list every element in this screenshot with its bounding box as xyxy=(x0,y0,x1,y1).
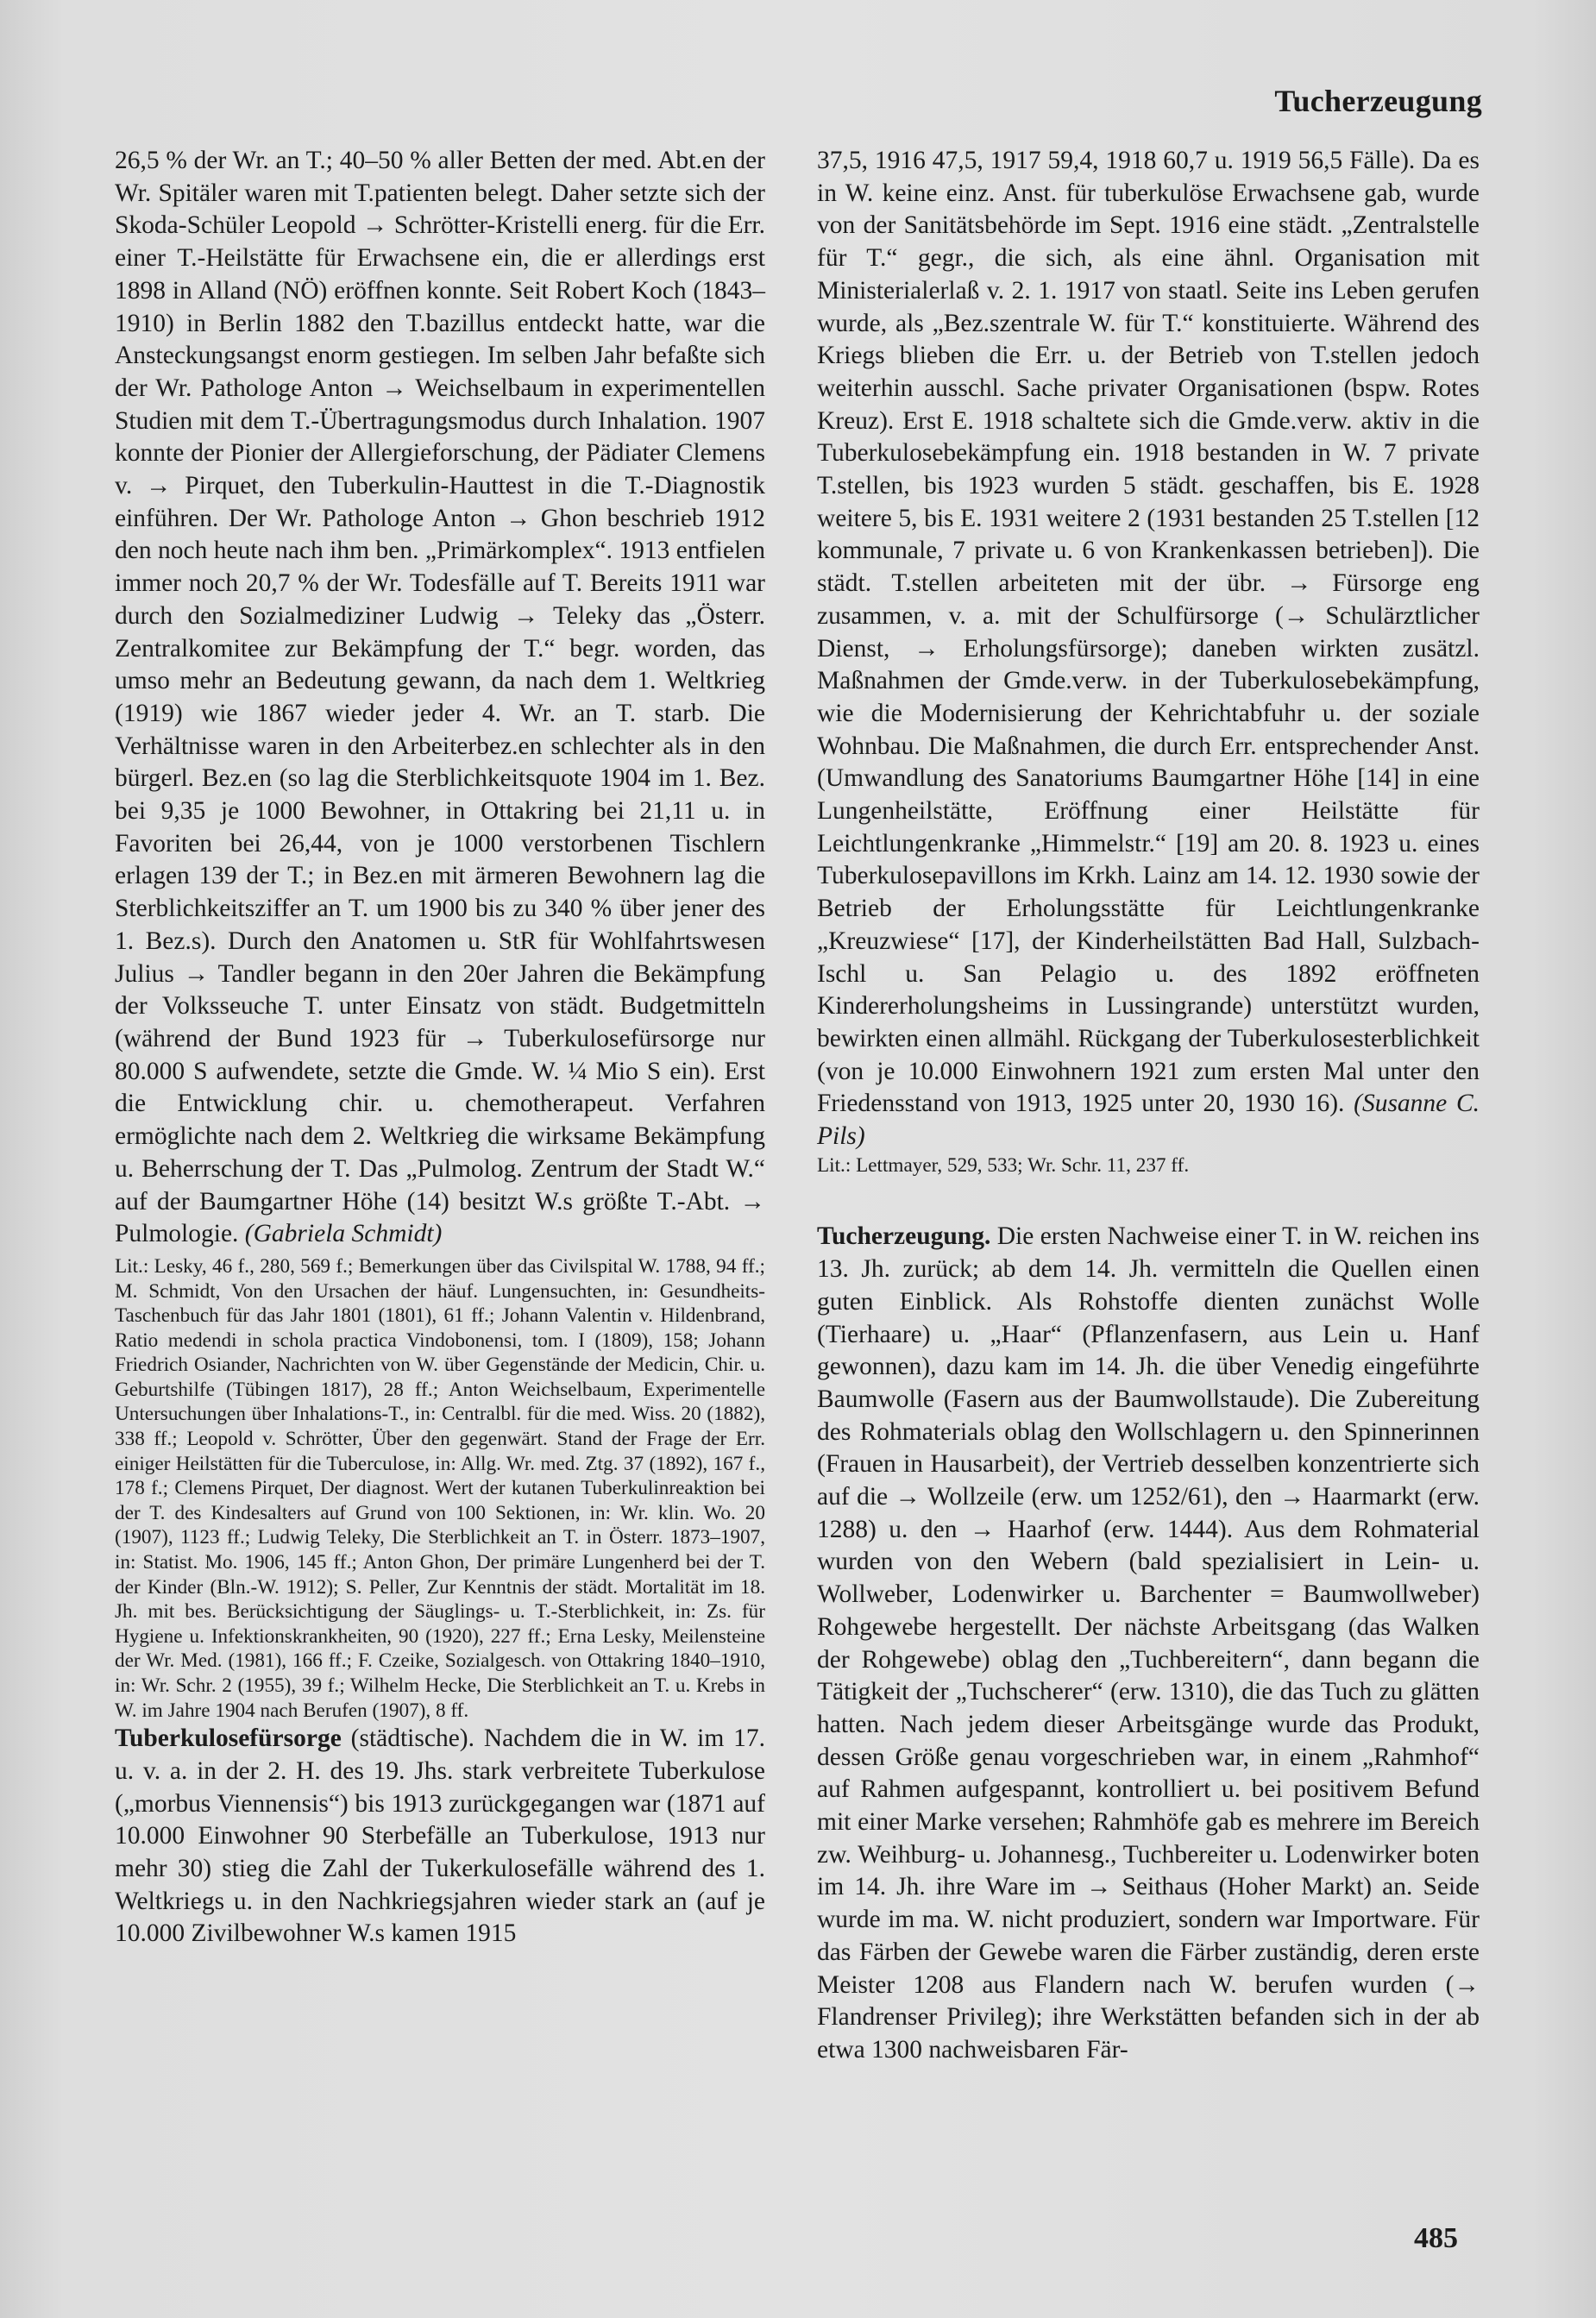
right-column xyxy=(817,145,1480,2067)
running-head: Tucherzeugung xyxy=(1274,84,1482,118)
literature-references: Lit.: Lesky, 46 f., 280, 569 f.; Bemerkungen über das Civilspital W. 1788, 94 ff.; M. Schmidt, Von den Ursachen der häuf. Lungensuchten, in: Gesundheits-Taschenbuch für das Jahr 1801 (1801), 61 ff.; Johann Valentin v. Hildenbrand, Ratio medendi in schola practica Vindobonensi, tom. I (1809), 158; Johann Friedrich Osiander, Nachrichten von W. über Gegenstände der Medicin, Chir. u. Geburtshilfe (Tübingen 1817), 28 ff.; Anton Weichselbaum, Experimentelle Untersuchungen über Inhalations-T., in: Centralbl. für die med. Wiss. 20 (1882), 338 ff.; Leopold v. Schrötter, Über den gegenwärt. Stand der Frage der Err. einiger Heilstätten für die Tuberculose, in: Allg. Wr. med. Ztg. 37 (1892), 167 f., 178 f.; Clemens Pirquet, Der diagnost. Wert der kutanen Tuberkulinreaktion bei der T. des Kindesalters auf Grund von 100 Sektionen, in: Wr. klin. Wo. 20 (1907), 1123 ff.; Ludwig Teleky, Die Sterblichkeit an T. in Österr. 1873–1907, in: Statist. Mo. 1906, 145 ff.; Anton Ghon, Der primäre Lungenherd bei der T. der Kinder (Bln.-W. 1912); S. Peller, Zur Kenntnis der städt. Mortalität im 18. Jh. mit bes. Berücksichtigung der Säuglings- u. T.-Sterblichkeit, in: Zs. für Hygiene u. Infektionskrankheiten, 90 (1920), 227 ff.; Erna Lesky, Meilensteine der Wr. Med. (1981), 166 ff.; F. Czeike, Sozialgesch. von Ottakring 1840–1910, in: Wr. Schr. 2 (1955), 39 f.; Wilhelm Hecke, Die Sterblichkeit an T. u. Krebs in W. im Jahre 1904 nach Berufen (1907), 8 ff. xyxy=(115,1254,765,1722)
entry-text: (städtische). Nachdem die in W. im 17. u. v. a. in der 2. H. des 19. Jhs. stark verbreitete Tuberkulose („morbus Viennensis“) bis 1913 zurückgegangen war (1871 auf 10.000 Einwohner 90 Sterbefälle an Tuberkulose, 1913 nur mehr 30) stieg die Zahl der Tukerkulosefälle während des 1. Weltkriegs u. in den Nachkriegsjahren wieder stark an (auf je 10.000 Zivilbewohner W.s kamen 1915 xyxy=(115,1724,765,1948)
entry-headword: Tuberkulosefürsorge xyxy=(115,1724,342,1753)
author-signature: (Gabriela Schmidt) xyxy=(244,1220,443,1248)
left-column xyxy=(115,145,765,1951)
literature-references: Lit.: Lettmayer, 529, 533; Wr. Schr. 11, 237 ff. xyxy=(817,1153,1190,1177)
entry-text: Die ersten Nachweise einer T. in W. reichen ins 13. Jh. zurück; ab dem 14. Jh. vermitteln die Quellen einen guten Einblick. Als Rohstoffe dienten zunächst Wolle (Tierhaare) u. „Haar“ (Pflanzenfasern, aus Lein u. Hanf gewonnen), dazu kam im 14. Jh. die über Venedig eingeführte Baumwolle (Fasern aus der Baumwollstaude). Die Zubereitung des Rohmaterials oblag den Wollschlagern u. den Spinnerinnen (Frauen in Hausarbeit), der Vertrieb desselben konzentrierte sich auf die → Wollzeile (erw. um 1252/61), den → Haarmarkt (erw. 1288) u. den → Haarhof (erw. 1444). Aus dem Rohmaterial wurden von den Webern (bald spezialisiert in Lein- u. Wollweber, Lodenwirker u. Barchenter = Baumwollweber) Rohgewebe hergestellt. Der nächste Arbeitsgang (das Walken der Rohgewebe) oblag den „Tuchbereitern“, dann begann die Tätigkeit der „Tuchscherer“ (erw. 1310), die das Tuch zu glätten hatten. Nach jedem dieser Arbeitsgänge wurde das Produkt, dessen Größe genau vorgeschrieben war, in einem „Rahmhof“ auf Rahmen aufgespannt, kontrolliert u. bei positivem Befund mit einer Marke versehen; Rahmhöfe gab es mehrere im Bereich zw. Weihburg- u. Johannesg., Tuchbereiter u. Lodenwirker boten im 14. Jh. ihre Ware im → Seithaus (Hoher Markt) an. Seide wurde im ma. W. nicht produziert, sondern war Importware. Für das Färben der Gewebe waren die Färber zuständig, deren erste Meister 1208 aus Flandern nach W. berufen wurden (→ Flandrenser Privileg); ihre Werkstätten befanden sich in der ab etwa 1300 nachweisbaren Fär- xyxy=(817,1222,1480,2064)
entry-tucherzeugung xyxy=(817,1221,1480,2066)
paragraph-text: 26,5 % der Wr. an T.; 40–50 % aller Betten der med. Abt.en der Wr. Spitäler waren mit T.patienten belegt. Daher setzte sich der Skoda-Schüler Leopold → Schrötter-Kristelli energ. für die Err. einer T.-Heilstätte für Erwachsene ein, die er allerdings erst 1898 in Alland (NÖ) eröffnen konnte. Seit Robert Koch (1843–1910) in Berlin 1882 den T.bazillus entdeckt hatte, war die Ansteckungsangst enorm gestiegen. Im selben Jahr befaßte sich der Wr. Pathologe Anton → Weichselbaum in experimentellen Studien mit dem T.-Übertragungsmodus durch Inhalation. 1907 konnte der Pionier der Allergieforschung, der Pädiater Clemens v. → Pirquet, den Tuberkulin-Hauttest in die T.-Diagnostik einführen. Der Wr. Pathologe Anton → Ghon beschrieb 1912 den noch heute nach ihm ben. „Primärkomplex“. 1913 entfielen immer noch 20,7 % der Wr. Todesfälle auf T. Bereits 1911 war durch den Sozialmediziner Ludwig → Teleky das „Österr. Zentralkomitee zur Bekämpfung der T.“ begr. worden, das umso mehr an Bedeutung gewann, da nach dem 1. Weltkrieg (1919) wie 1867 wieder jeder 4. Wr. an T. starb. Die Verhältnisse waren in den Arbeiterbez.en schlechter als in den bürgerl. Bez.en (so lag die Sterblichkeitsquote 1904 im 1. Bez. bei 9,35 je 1000 Bewohner, in Ottakring bei 21,11 u. in Favoriten bei 26,44, von je 1000 verstorbenen Tischlern erlagen 139 der T.; in Bez.en mit ärmeren Bewohnern lag die Sterblichkeitsziffer an T. um 1900 bis zu 340 % über jener des 1. Bez.s). Durch den Anatomen u. StR für Wohlfahrtswesen Julius → Tandler begann in den 20er Jahren die Bekämpfung der Volksseuche T. unter Einsatz von städt. Budgetmitteln (während der Bund 1923 für → Tuberkulosefürsorge nur 80.000 S aufwendete, setzte die Gmde. W. ¼ Mio S ein). Erst die Entwicklung chir. u. chemotherapeut. Verfahren ermöglichte nach dem 2. Weltkrieg die wirksame Bekämpfung u. Beherrschung der T. Das „Pulmolog. Zentrum der Stadt W.“ auf der Baumgartner Höhe (14) besitzt W.s größte T.-Abt. → Pulmologie. xyxy=(115,147,765,1248)
tuberculosis-entry-continuation xyxy=(115,145,765,1251)
entry-spacer xyxy=(817,1178,1480,1221)
tuberkulosefuersorge-continuation xyxy=(817,145,1480,1153)
entry-tuberkulosefuersorge xyxy=(115,1723,765,1951)
paragraph-text: 37,5, 1916 47,5, 1917 59,4, 1918 60,7 u. 1919 56,5 Fälle). Da es in W. keine einz. Anst. für tuberkulöse Erwachsene gab, wurde von der Sanitätsbehörde im Sept. 1916 eine städt. „Zentralstelle für T.“ gegr., die sich, als eine ähnl. Organisation mit Ministerialerlaß v. 2. 1. 1917 von staatl. Seite ins Leben gerufen wurde, als „Bez.szentrale W. für T.“ konstituierte. Während des Kriegs blieben die Err. u. der Betrieb von T.stellen jedoch weiterhin ausschl. Sache privater Organisationen (bspw. Rotes Kreuz). Erst E. 1918 schaltete sich die Gmde.verw. aktiv in die Tuberkulosebekämpfung ein. 1918 bestanden in W. 7 private T.stellen, bis 1923 wurden 5 städt. geschaffen, bis E. 1928 weitere 5, bis E. 1931 weitere 2 (1931 bestanden 25 T.stellen [12 kommunale, 7 private u. 6 von Krankenkassen betrieben]). Die städt. T.stellen arbeiteten mit der übr. → Fürsorge eng zusammen, v. a. mit der Schulfürsorge (→ Schulärztlicher Dienst, → Erholungsfürsorge); daneben wirkten zusätzl. Maßnahmen der Gmde.verw. in der Tuberkulosebekämpfung, wie die Modernisierung der Kehrichtabfuhr u. der soziale Wohnbau. Die Maßnahmen, die durch Err. entsprechender Anst. (Umwandlung des Sanatoriums Baumgartner Höhe [14] in eine Lungenheilstätte, Eröffnung einer Heilstätte für Leichtlungenkranke „Himmelstr.“ [19] am 20. 8. 1923 u. eines Tuberkulosepavillons im Krkh. Lainz am 14. 12. 1930 sowie der Betrieb der Erholungsstätte für Leichtlungenkranke „Kreuzwiese“ [17], der Kinderheilstätten Bad Hall, Sulzbach-Ischl u. San Pelagio u. des 1892 eröffneten Kindererholungsheims in Lussingrande) unterstützt wurden, bewirkten einen allmähl. Rückgang der Tuberkulosesterblichkeit (von je 10.000 Einwohnern 1921 zum ersten Mal unter den Friedensstand von 1913, 1925 unter 20, 1930 16). xyxy=(817,147,1480,1118)
author-signature: (Susanne C. Pils) xyxy=(817,1090,1480,1151)
entry-headword: Tucherzeugung. xyxy=(817,1222,991,1251)
page-number: 485 xyxy=(1414,2222,1458,2254)
